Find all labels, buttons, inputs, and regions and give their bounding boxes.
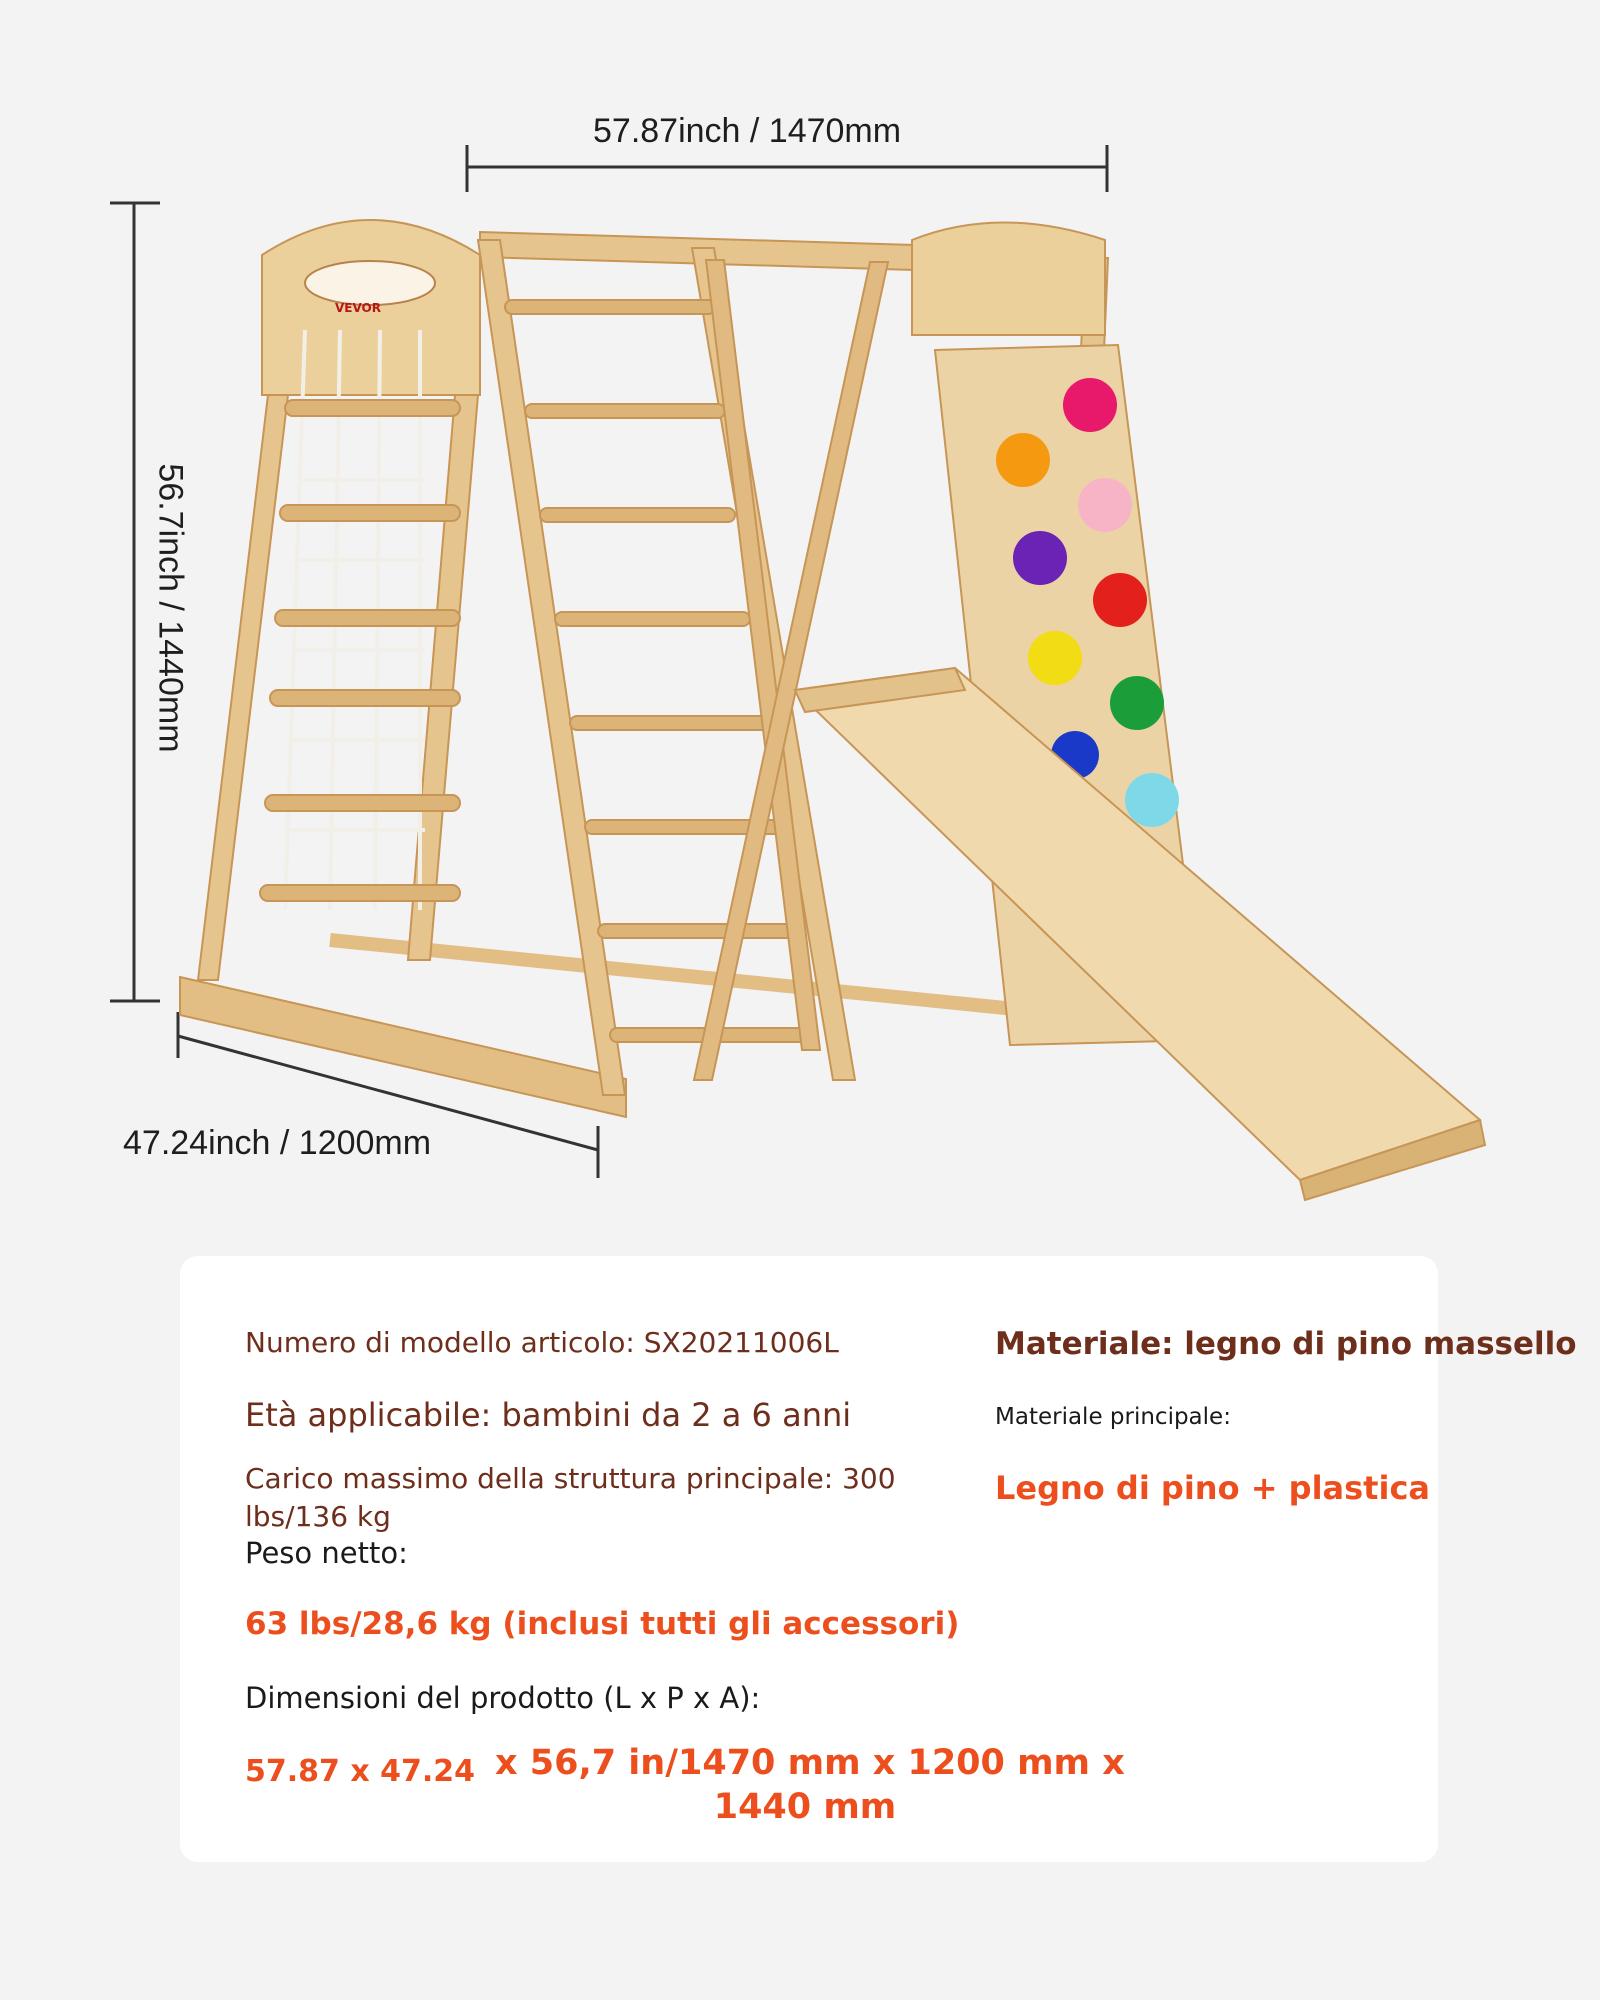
width-dimension-label: 57.87inch / 1470mm — [593, 112, 902, 150]
depth-dimension-label: 47.24inch / 1200mm — [123, 1124, 432, 1162]
back-base-rail — [330, 940, 1075, 1015]
climbing-hold-icon — [1093, 573, 1147, 627]
climbing-hold-icon — [1028, 631, 1082, 685]
brand-logo: VEVOR — [334, 301, 382, 315]
product-dimensions-value-b-line1: x 56,7 in/1470 mm x 1200 mm x — [495, 1743, 1125, 1783]
climbing-hold-icon — [1063, 378, 1117, 432]
product-dimensions-value-b-line2: 1440 mm — [713, 1787, 897, 1827]
product-dimensions-value-b — [495, 1741, 1125, 1829]
climbing-hold-icon — [996, 433, 1050, 487]
net-weight-label: Peso netto: — [245, 1536, 408, 1570]
climbing-hold-icon — [1110, 676, 1164, 730]
right-tower-top-panel — [912, 223, 1105, 336]
climbing-hold-icon — [1078, 478, 1132, 532]
main-material-value: Legno di pino + plastica — [995, 1469, 1430, 1507]
specifications-card — [180, 1256, 1577, 1862]
model-number-label: Numero di modello articolo: SX20211006L — [245, 1326, 839, 1359]
climbing-hold-icon — [1125, 773, 1179, 827]
material-label: Materiale: legno di pino massello — [995, 1326, 1577, 1362]
climbing-hold-icon — [1013, 531, 1067, 585]
height-dimension-label: 56.7inch / 1440mm — [151, 463, 190, 753]
main-material-label: Materiale principale: — [995, 1404, 1231, 1430]
max-load-line-2: lbs/136 kg — [245, 1500, 391, 1533]
product-dimensions-value-a: 57.87 x 47.24 — [245, 1754, 476, 1789]
left-panel-handle-hole — [305, 261, 435, 305]
max-load-line-1: Carico massimo della struttura principale: 300 — [245, 1462, 896, 1495]
applicable-age-label: Età applicabile: bambini da 2 a 6 anni — [245, 1396, 852, 1434]
net-weight-value: 63 lbs/28,6 kg (inclusi tutti gli accessori) — [245, 1606, 960, 1642]
product-dimensions-label: Dimensioni del prodotto (L x P x A): — [245, 1681, 761, 1715]
